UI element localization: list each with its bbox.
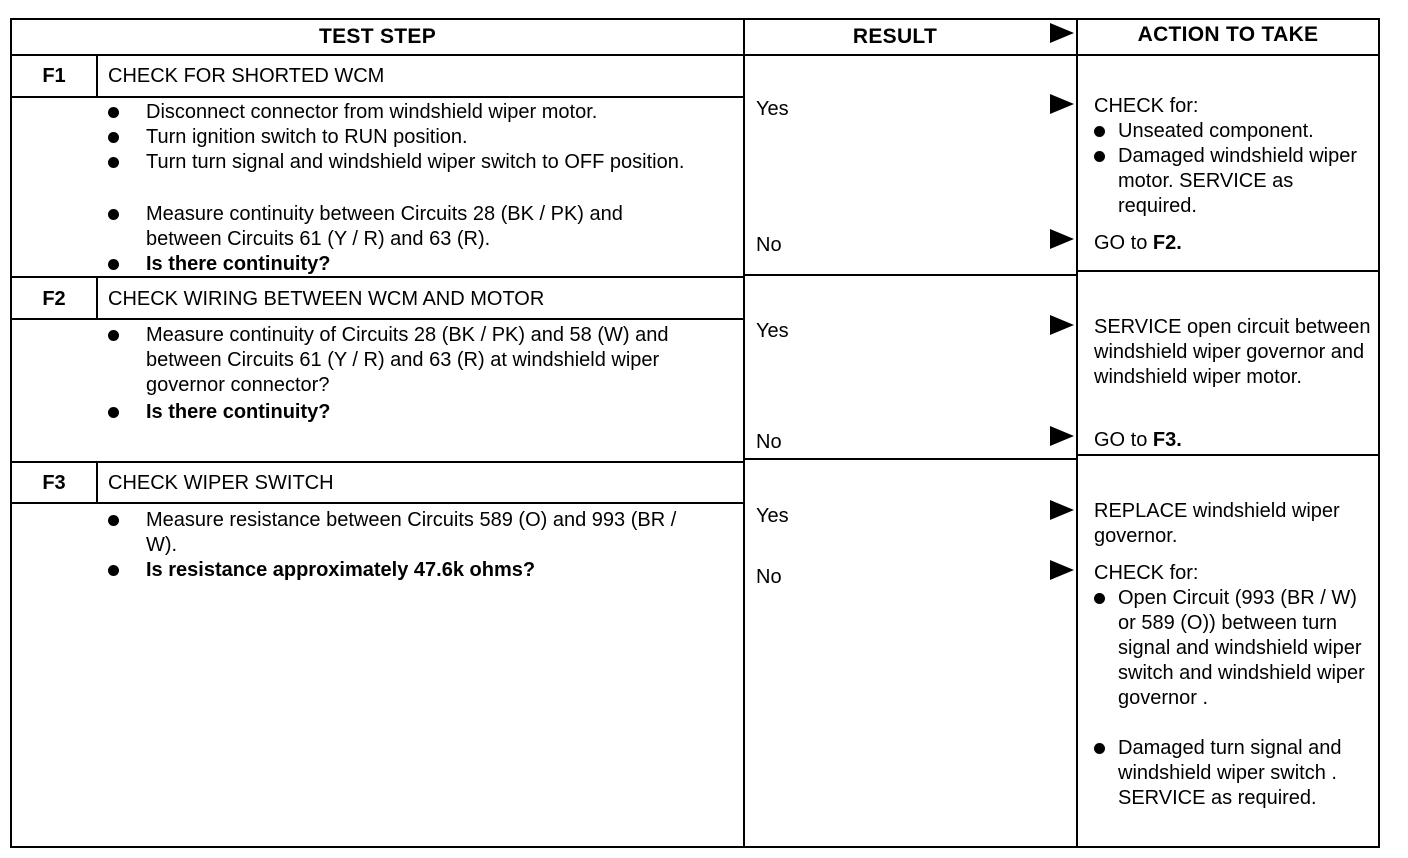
arrow-icon [1050,23,1074,43]
step-id-divider [96,278,98,318]
arrow-icon [1050,315,1074,335]
col-divider-result [743,20,745,846]
bullet-icon [1094,126,1105,137]
bullet-icon [108,515,119,526]
step-id: F3 [42,472,66,494]
result-no: No [756,566,782,588]
step-title-rule [12,502,743,504]
bullet-icon [108,565,119,576]
action-text: REPLACE windshield wiper governor. [1094,500,1340,547]
step-id: F1 [42,65,66,87]
action-text: CHECK for: [1094,95,1199,117]
header-rule [12,54,1378,56]
step-id-divider [96,56,98,96]
step-title-rule [12,96,743,98]
col-divider-action [1076,20,1078,846]
arrow-icon [1050,229,1074,249]
arrow-icon [1050,94,1074,114]
bullet-icon [1094,593,1105,604]
step-title: CHECK FOR SHORTED WCM [108,65,385,87]
bullet-icon [108,157,119,168]
step-separator [12,276,743,278]
bullet-icon [108,330,119,341]
header-action: ACTION TO TAKE [1137,23,1319,46]
bullet-icon [108,407,119,418]
bullet-icon [108,259,119,270]
action-text: SERVICE open circuit between windshield wiper governor and windshield wiper motor. [1094,316,1371,388]
bullet-icon [108,209,119,220]
step-id: F2 [42,288,66,310]
arrow-icon [1050,560,1074,580]
step-title: CHECK WIPER SWITCH [108,472,334,494]
header-result: RESULT [852,25,938,48]
action-text: GO to F2. [1094,232,1182,254]
result-yes: Yes [756,98,789,120]
step-id-divider [96,463,98,502]
result-no: No [756,431,782,453]
header-test-step: TEST STEP [318,25,437,48]
action-text: CHECK for: [1094,562,1199,584]
bullet-icon [108,107,119,118]
bullet-icon [108,132,119,143]
step-separator [12,461,743,463]
result-separator [743,274,1078,276]
bullet-icon [1094,743,1105,754]
step-title: CHECK WIRING BETWEEN WCM AND MOTOR [108,288,545,310]
result-separator [743,458,1078,460]
result-no: No [756,234,782,256]
arrow-icon [1050,500,1074,520]
action-text: GO to F3. [1094,429,1182,451]
result-yes: Yes [756,505,789,527]
action-separator [1078,270,1378,272]
result-yes: Yes [756,320,789,342]
arrow-icon [1050,426,1074,446]
diagnostic-table: TEST STEP RESULT ACTION TO TAKE F1 CHECK FOR SHORTED WCM Disconnect connector from windshield wiper motor. Turn ignition switch to RUN position. Turn turn signal and windshield wiper switch to OFF position. Measure continuity between Circuits 28 (BK / PK) and between Circuits 61 (Y / R) and 63 (R). Is there continuity? Yes No CHECK for: Unseated component. Damaged windshield wiper motor. SERVICE as required. GO to F2. F2 CHECK WIRING BETWEEN WCM AND MOTOR Measure continuity of Circuits 28 (BK / PK) and 58 (W) and between Circuits 61 (Y / R) and 63 (R) at windshield wiper governor connector? Is there continuity? Yes No SERVICE open circuit between windshield wiper governor and windshield wiper motor. GO to F3. F3 CHECK WIPER SWITCH Measure resistance between Circuits 589 (O) and 993 (BR / W). Is resistance approximately 47.6k ohms? Yes No REPLACE windshield wiper governor. CHECK for: Open Circuit (993 (BR / W) or 589 (O)) between turn signal and windshield wiper switch and windshield wiper governor . Damaged turn signal and windshield wiper switch . SERVICE as required. [10,18,1380,848]
action-separator [1078,454,1378,456]
step-title-rule [12,318,743,320]
bullet-icon [1094,151,1105,162]
